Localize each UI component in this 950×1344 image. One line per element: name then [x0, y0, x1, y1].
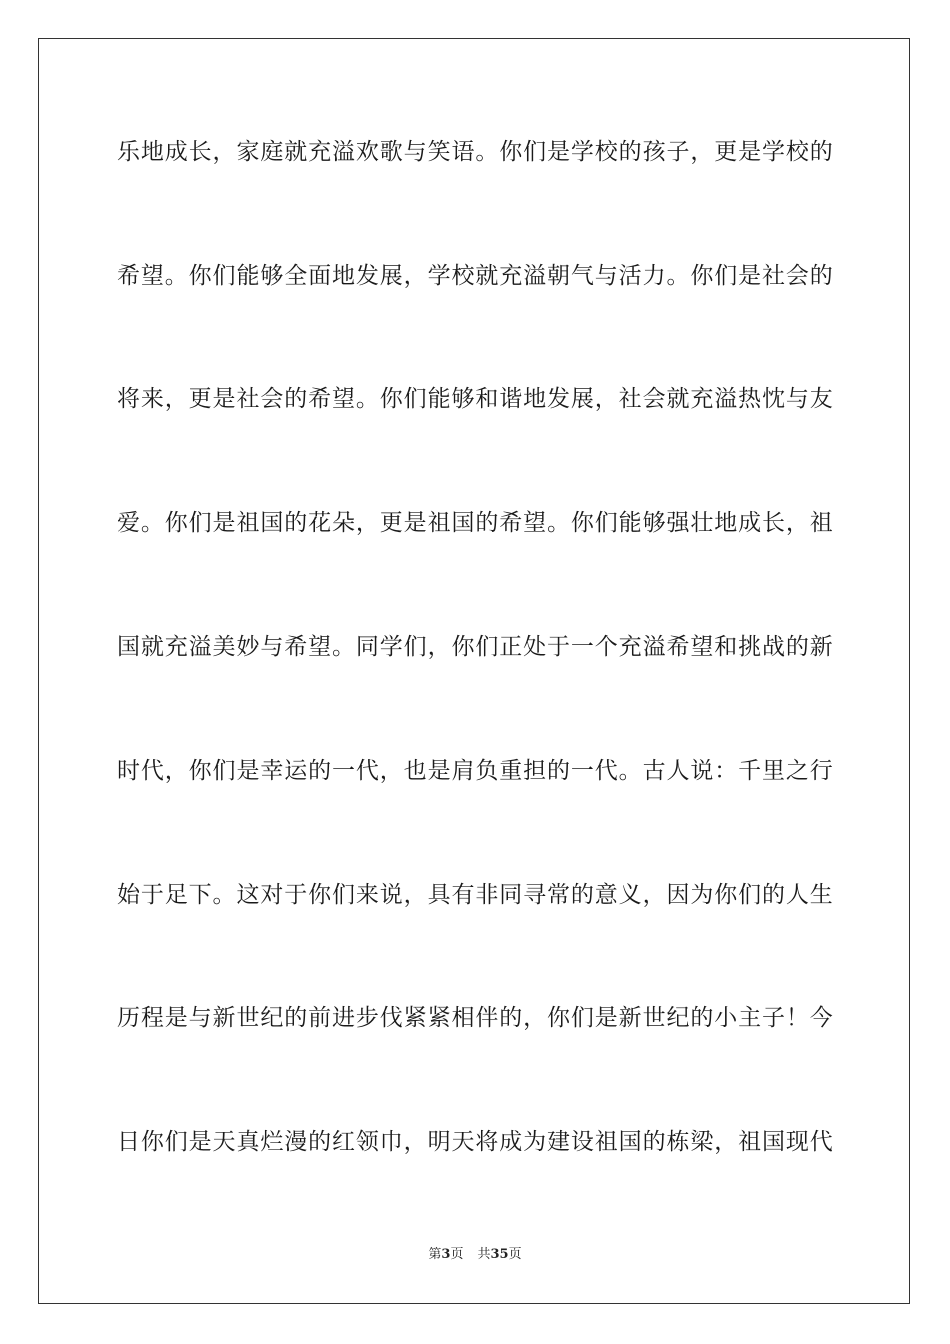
- body-text-line-1: 乐地成长，家庭就充溢欢歌与笑语。你们是学校的孩子，更是学校的: [117, 139, 833, 165]
- total-prefix: 共: [477, 1247, 491, 1262]
- body-text-line-4: 爱。你们是祖国的花朵，更是祖国的希望。你们能够强壮地成长，祖: [117, 510, 833, 536]
- body-text-line-3: 将来，更是社会的希望。你们能够和谐地发展，社会就充溢热忱与友: [117, 386, 833, 412]
- page-footer: [0, 1246, 950, 1264]
- current-page-number: 3: [441, 1247, 451, 1262]
- body-text-line-9: 日你们是天真烂漫的红领巾，明天将成为建设祖国的栋梁，祖国现代: [117, 1129, 833, 1155]
- page-suffix: 页: [450, 1247, 464, 1262]
- body-text-line-7: 始于足下。这对于你们来说，具有非同寻常的意义，因为你们的人生: [117, 882, 833, 908]
- page-border: [38, 38, 910, 1304]
- total-page-count: 35: [490, 1247, 509, 1262]
- body-text-line-6: 时代，你们是幸运的一代，也是肩负重担的一代。古人说：千里之行: [117, 758, 833, 784]
- body-text-line-8: 历程是与新世纪的前进步伐紧紧相伴的，你们是新世纪的小主子！今: [117, 1005, 833, 1031]
- body-text-line-5: 国就充溢美妙与希望。同学们，你们正处于一个充溢希望和挑战的新: [117, 634, 833, 660]
- total-suffix: 页: [508, 1247, 522, 1262]
- body-text-line-2: 希望。你们能够全面地发展，学校就充溢朝气与活力。你们是社会的: [117, 263, 833, 289]
- page-prefix: 第: [428, 1247, 442, 1262]
